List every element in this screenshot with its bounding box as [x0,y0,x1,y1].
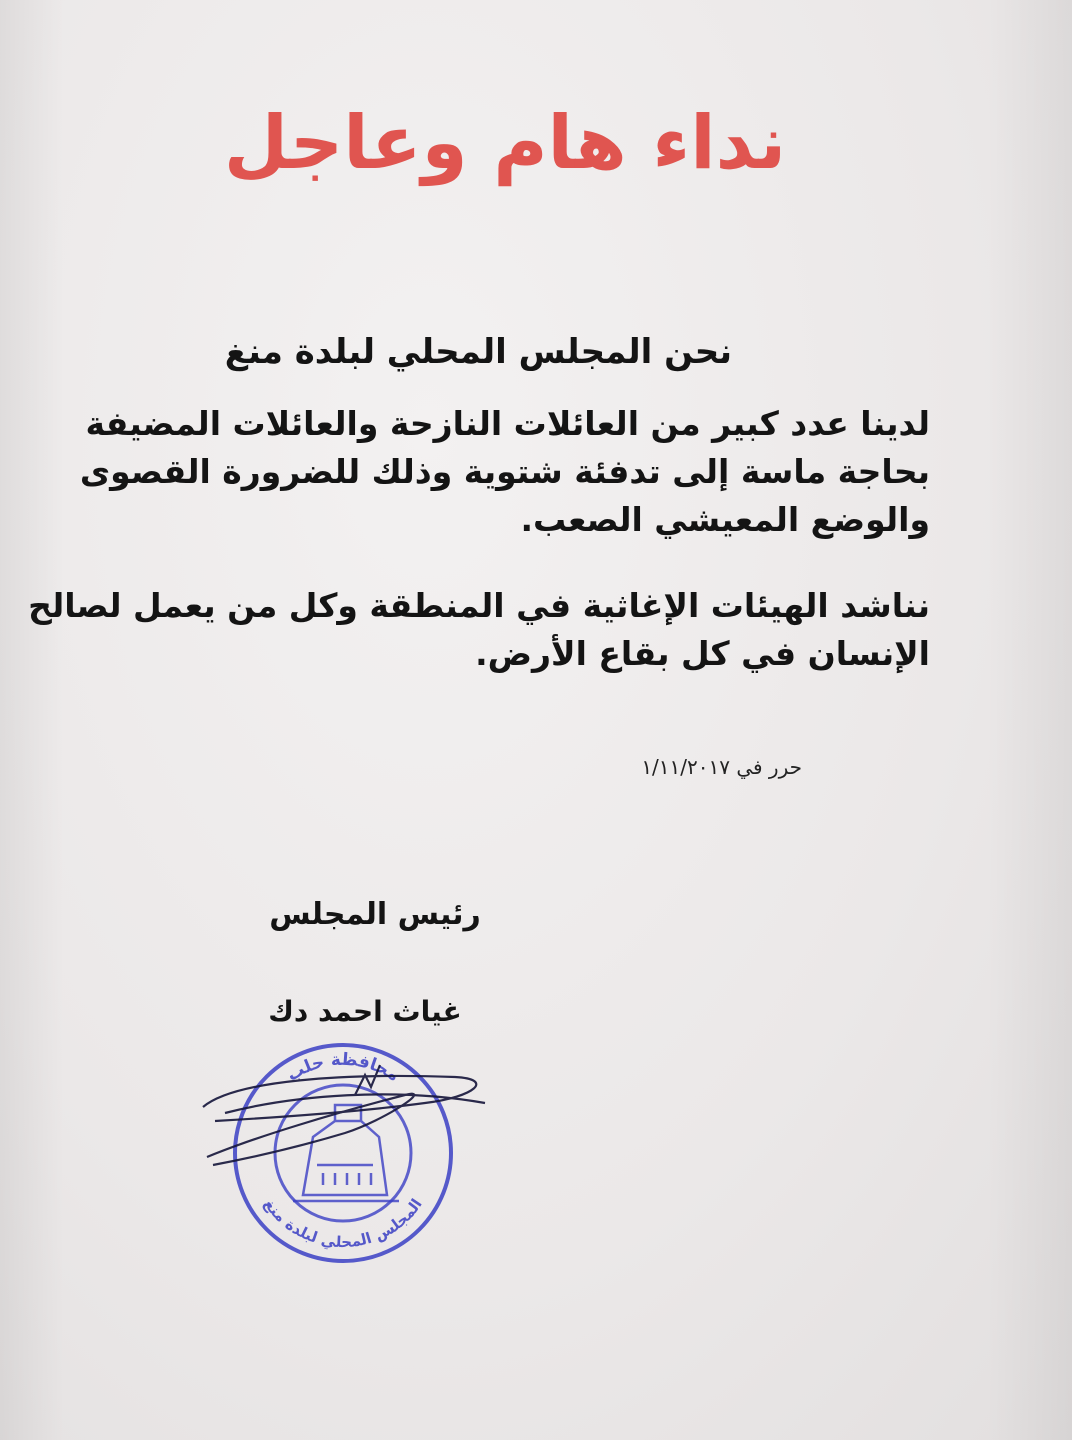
issue-date: حرر في ١/١١/٢٠١٧ [641,755,802,779]
signatory-name: غياث احمد دك [268,995,462,1028]
intro-line: نحن المجلس المحلي لبلدة منغ [224,332,732,372]
stamp-top-text: محافظة حلب [283,1049,403,1086]
signatory-title: رئيس المجلس [269,897,481,932]
paragraph-2 [28,582,930,678]
paragraph-2-line: الإنسان في كل بقاع الأرض. [475,634,930,673]
paragraph-1-line: لدينا عدد كبير من العائلات النازحة والعائلات المضيفة [85,404,930,443]
paragraph-1 [80,400,930,544]
paragraph-1-line: والوضع المعيشي الصعب. [520,500,930,539]
official-stamp-seal [195,1025,505,1275]
paragraph-1-line: بحاجة ماسة إلى تدفئة شتوية وذلك للضرورة القصوى [79,452,930,491]
paragraph-2-line: نناشد الهيئات الإغاثية في المنطقة وكل من يعمل لصالح [28,586,930,625]
stamp-bottom-text: المجلس المحلي لبلدة منغ [260,1195,426,1252]
stamp-citadel-emblem [293,1105,399,1201]
document-title: نداء هام وعاجل [223,100,787,186]
